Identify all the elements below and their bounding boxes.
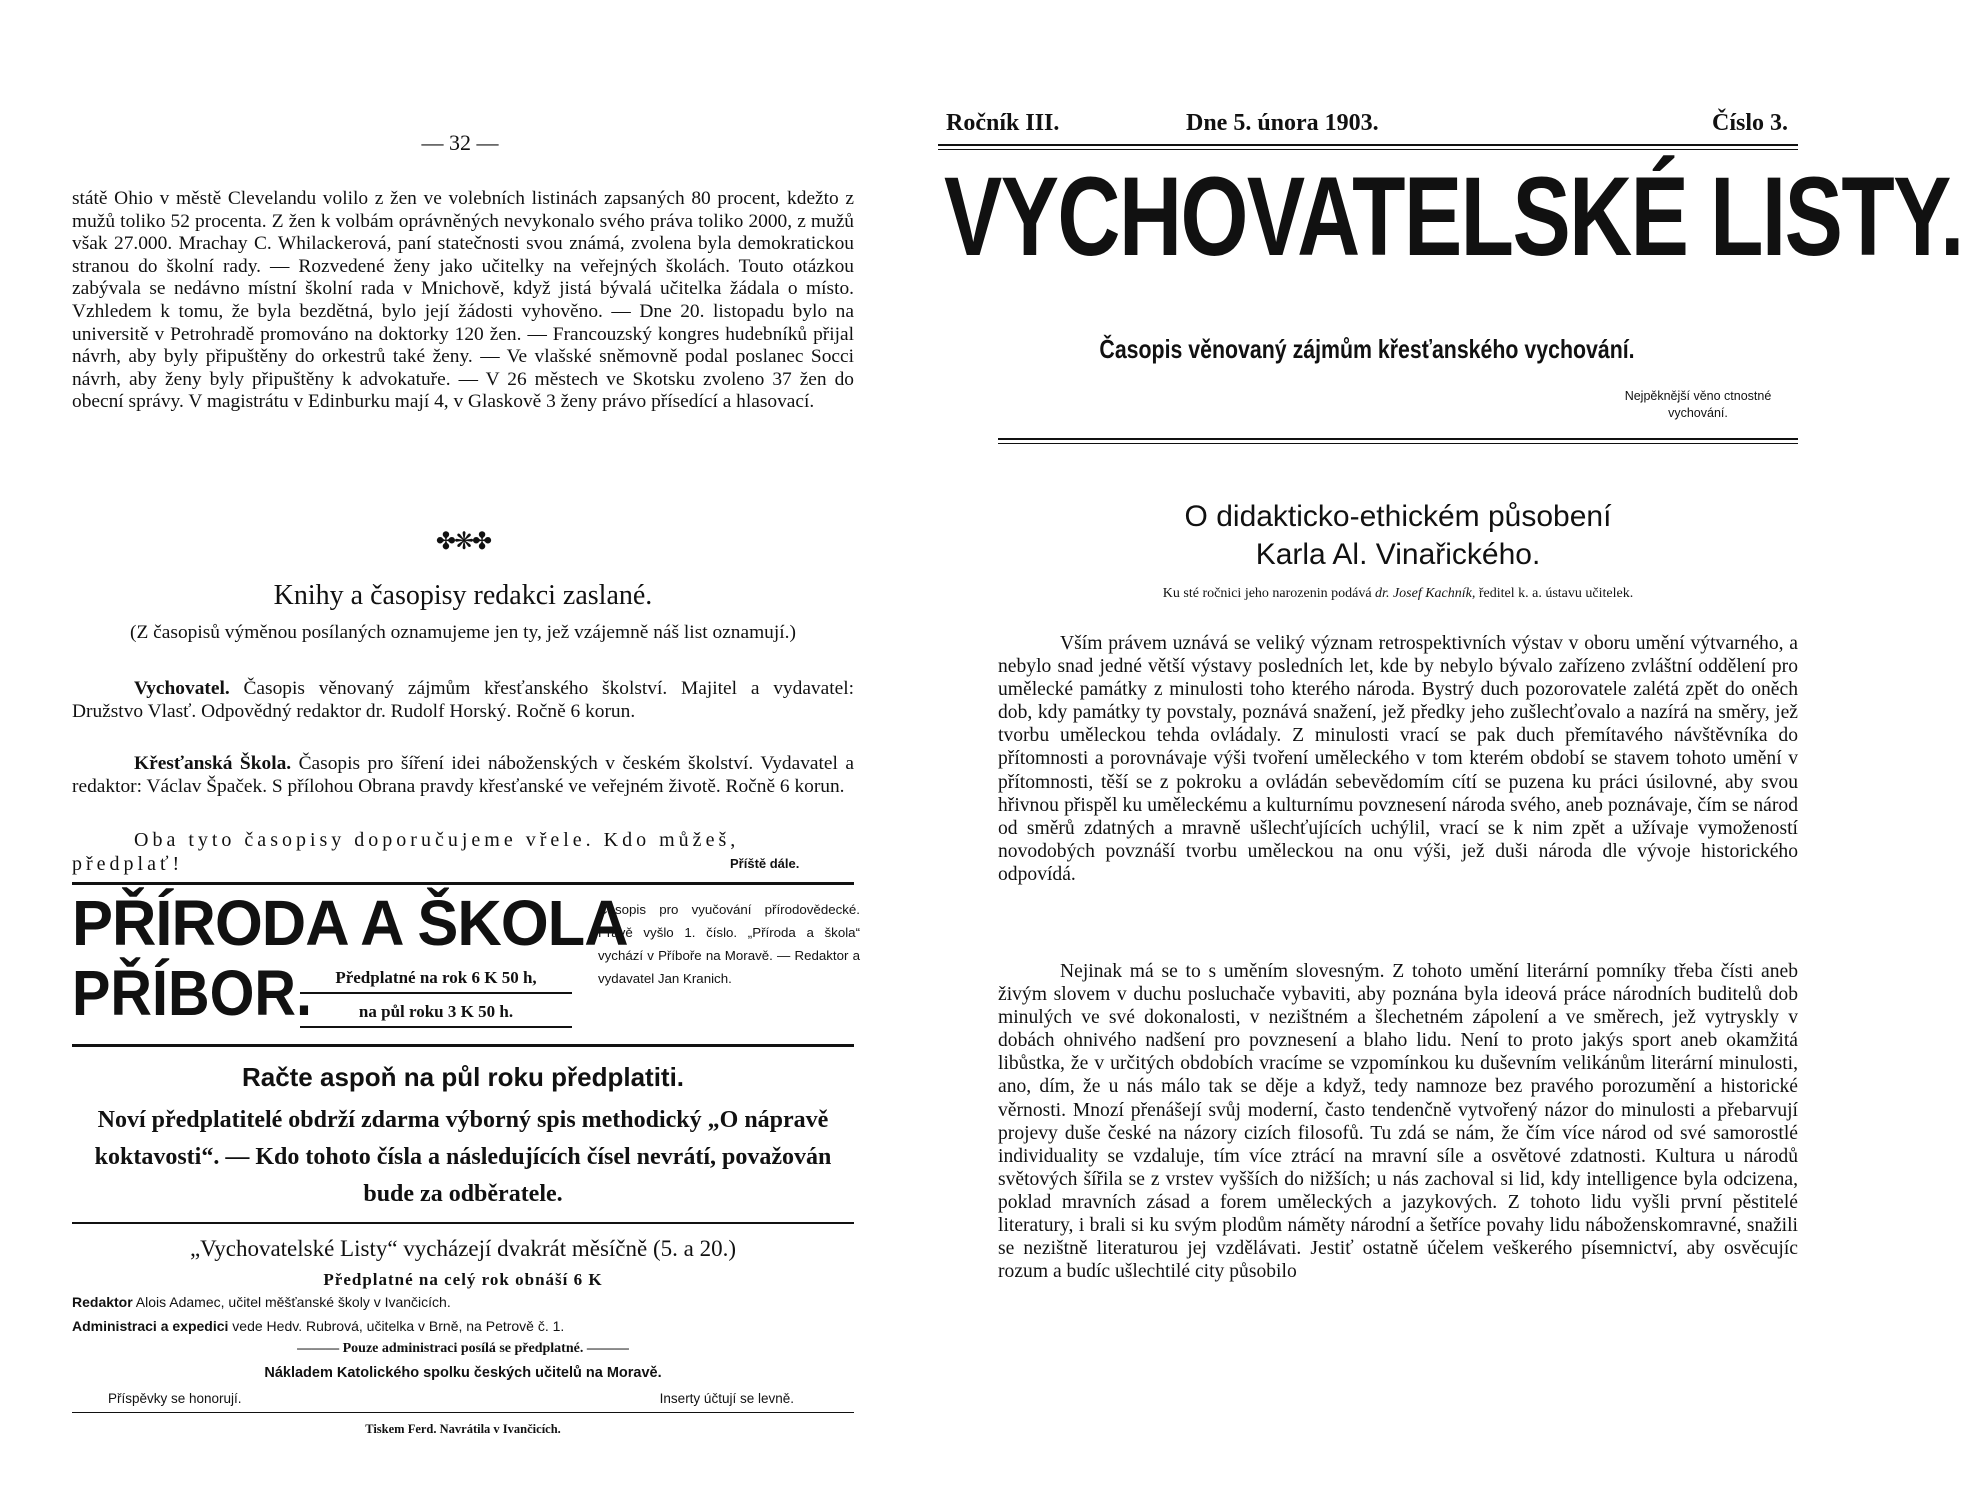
imprint-payment-note: ——— Pouze administraci posílá se předplatné. ——— (297, 1341, 629, 1356)
byline-author: dr. Josef Kachník, (1375, 586, 1476, 601)
subscribe-body: Noví předplatitelé obdrží zdarma výborný spis methodický „O nápravě koktavosti“. — Kdo tohoto čísla a následujících čísel nevrátí, považován bude za odběratele. (94, 1107, 832, 1207)
books-note: (Z časopisů výměnou posílaných oznamujeme jen ty, jež vzájemně náš list oznamují.) (130, 622, 796, 643)
imprint-printer: Tiskem Ferd. Navrátila v Ivančicích. (365, 1422, 561, 1436)
divider-rule (72, 1412, 854, 1413)
continue-note: Příště dále. (730, 856, 800, 871)
header-rule (998, 438, 1798, 440)
masthead-rule (938, 149, 1798, 150)
imprint-editor-text: Alois Adamec, učitel měšťanské školy v Ivančicích. (132, 1294, 451, 1310)
article-paragraph: Vším právem uznává se veliký význam retrospektivních výstav v oboru umění výtvarného, a nebylo snad jedné větší výstavy posledních let, kde by nebylo bývalo zařízeno zvláštní oddělení pro umělecké památky z minulosti toho kterého národa. Bystrý duch pozorovatele zalétá zpět do oněch dob, kdy památky ty povstaly, poznává snažení, jež předky jeho zušlechťovalo a nazírá na směry, jež tvorbu uměleckou tehda ovládaly. Z minulosti vrací se pak duch přemítavého návštěvníka do přítomnosti a porovnávaje výši tvoření uměleckého v tom kterém období se stavem tohoto umění v přítomnosti, těší se z pokroku a ovládán sebevědomím cítí se puzena ku práci úsilovné, aby svou hřivnou přispěl ku uměleckému a kulturnímu povznesení národa svého, aneb poznávaje, čím se národ od směrů zdatných a mravně ušlechťujících uchýlil, vrací se k nim zpět a užívaje vymožeností novodobých povznáší tvorbu uměleckou na onu výši, jež duši národa dle vývoje historického odpovídá. (998, 633, 1798, 885)
periodical-name: Vychovatel. (134, 678, 230, 699)
imprint-administration-text: vede Hedv. Rubrová, učitelka v Brně, na Petrově č. 1. (228, 1318, 565, 1334)
imprint-adverts: Inserty účtují se levně. (659, 1391, 794, 1406)
imprint-editor (72, 1294, 854, 1310)
article-title-line: Karla Al. Vinařického. (1255, 538, 1541, 571)
advert-title: PŘÍRODA A ŠKOLA (72, 887, 628, 959)
divider-rule (72, 1222, 854, 1224)
ornament-divider: ✤❋✤ (435, 529, 491, 555)
header-rule (998, 443, 1798, 444)
recommendation: Oba tyto časopisy doporučujeme vřele. Kdo můžeš, předplať! (72, 829, 740, 875)
periodical-entry (72, 752, 854, 798)
imprint-contributions: Příspěvky se honorují. (108, 1391, 242, 1406)
page-number: — 32 — (421, 130, 499, 155)
advert-priroda-a-skola (72, 887, 860, 1038)
divider-rule (72, 882, 854, 885)
imprint-frequency: „Vychovatelské Listy“ vycházejí dvakrát měsíčně (5. a 20.) (189, 1236, 737, 1261)
periodical-name: Křesťanská Škola. (134, 753, 292, 774)
advert-price-year: Předplatné na rok 6 K 50 h, (300, 968, 572, 994)
divider-rule (72, 1044, 854, 1047)
article-title (998, 498, 1798, 574)
subscribe-heading: Račte aspoň na půl roku předplatiti. (241, 1062, 685, 1092)
journal-subtitle: Časopis věnovaný zájmům křesťanského vychování. (1099, 334, 1635, 364)
imprint-editor-label: Redaktor (72, 1294, 133, 1310)
volume-label: Ročník III. (946, 110, 1060, 136)
imprint-price: Předplatné na celý rok obnáší 6 K (323, 1270, 603, 1289)
advert-description: Časopis pro vyučování přírodovědecké. Právě vyšlo 1. číslo. „Příroda a škola“ vychází v Příboře na Moravě. — Redaktor a vydavatel Jan Kranich. (598, 902, 860, 986)
left-page (0, 0, 916, 1500)
masthead-rule (938, 144, 1798, 146)
byline-prefix: Ku sté ročnici jeho narozenin podává (1162, 586, 1376, 601)
article-paragraph: Nejinak má se to s uměním slovesným. Z tohoto umění literární pomníky třeba čísti aneb živým slovem v duchu posluchače vybaviti, aby poznána byla ideová práce národních buditelů dob minulých ve své dokonalosti, v nezištném a šlechetném zápolení a ve směrech, jež vytryskly v dobách ohnivého nadšení pro povznesení a blaho lidu. Není to proto jakýs sport aneb okamžitá libůstka, že v určitých obdobích vracíme se vzpomínkou ku duševním velikánům literární minulosti, ano, dím, že u nás málo tak se děje a když, tedy namnoze bez pravého porozumění a historické věrnosti. Mnozí přenášejí svůj moderní, často tendenčně vytvořený názor do minulosti a přebarvují projevy duše české na názory cizích filosofů. Tu zdá se nám, že čím více národ od své samorostlé individuality se vzdaluje, tím více ztrácí na mravní síle a osvětové zdatnosti. Kultura u národů světových šířila se z vrstev vyšších do nižších; u nás zachoval si lid, kdy intelligence byla odcizena, poklad mravních zásad a forem uměleckých a jazykových. Z tohoto lidu vyšli první pěstitelé literatury, i brali si ku svým plodům náměty národní a šetříce povahy lidu náboženskomravné, snažili se nezištně literaturou jej vzdělávati. Jestiť ostatně účelem veškerého písemnictví, aby osvěcujíc rozum a budíc ušlechtilé city působilo (998, 961, 1798, 1283)
imprint-administration (72, 1318, 854, 1334)
imprint-publisher: Nákladem Katolického spolku českých učitelů na Moravě. (264, 1365, 662, 1381)
periodical-description: Časopis věnovaný zájmům křesťanského školství. Majitel a vydavatel: Družstvo Vlasť. Odpovědný redaktor dr. Rudolf Horský. Ročně 6 korun. (72, 678, 854, 722)
issue-number: Číslo 3. (1711, 110, 1788, 136)
books-heading: Knihy a časopisy redakci zaslané. (273, 580, 653, 611)
advert-town: PŘÍBOR. (72, 957, 313, 1029)
periodical-entry (72, 677, 854, 723)
issue-date: Dne 5. února 1903. (1186, 110, 1379, 136)
journal-title: VYCHOVATELSKÉ LISTY. (944, 154, 1963, 279)
journal-motto: Nejpěknější věno ctnostné vychování. (1624, 389, 1772, 420)
byline-suffix: ředitel k. a. ústavu učitelek. (1475, 586, 1634, 601)
article-byline (998, 586, 1798, 602)
article-title-line: O didakticko-ethickém působení (1184, 500, 1612, 533)
advert-price-half: na půl roku 3 K 50 h. (300, 1002, 572, 1028)
news-paragraph: státě Ohio v městě Clevelandu volilo z žen ve volebních listinách zapsaných 80 procent, kdežto z mužů toliko 52 procenta. Z žen k volbám oprávněných nevykonalo svého práva toliko 2000, z mužů však 27.000. Mrachay C. Whilackerová, paní statečnosti svou známá, zvolena byla demokratickou stranou do školní rady. — Rozvedené ženy jako učitelky na veřejných školách. Touto otázkou zabývala se nedávno místní školní rada v Mnichově, když jistá bývalá učitelka žádala o místo. Vzhledem k tomu, že byla bezdětná, bylo její žádosti vyhověno. — Dne 20. listopadu bylo na universitě v Petrohradě promováno na doktorky 120 žen. — Francouzský kongres hudebníků přijal návrh, aby byly připuštěny do orkestrů také ženy. — Ve vlašské sněmovně podal poslanec Socci návrh, aby ženy byly připuštěny k advokatuře. — V 26 městech ve Skotsku zvoleno 37 žen do obecní správy. V magistrátu v Edinburku mají 4, v Glaskově 3 ženy právo přísedící a hlasovací. (72, 188, 854, 413)
right-page (916, 0, 1963, 1500)
imprint-administration-label: Administraci a expedici (72, 1318, 229, 1334)
periodical-description: Časopis pro šíření idei náboženských v českém školství. Vydavatel a redaktor: Václav Špaček. S přílohou Obrana pravdy křesťanské ve veřejném životě. Ročně 6 korun. (72, 753, 854, 797)
